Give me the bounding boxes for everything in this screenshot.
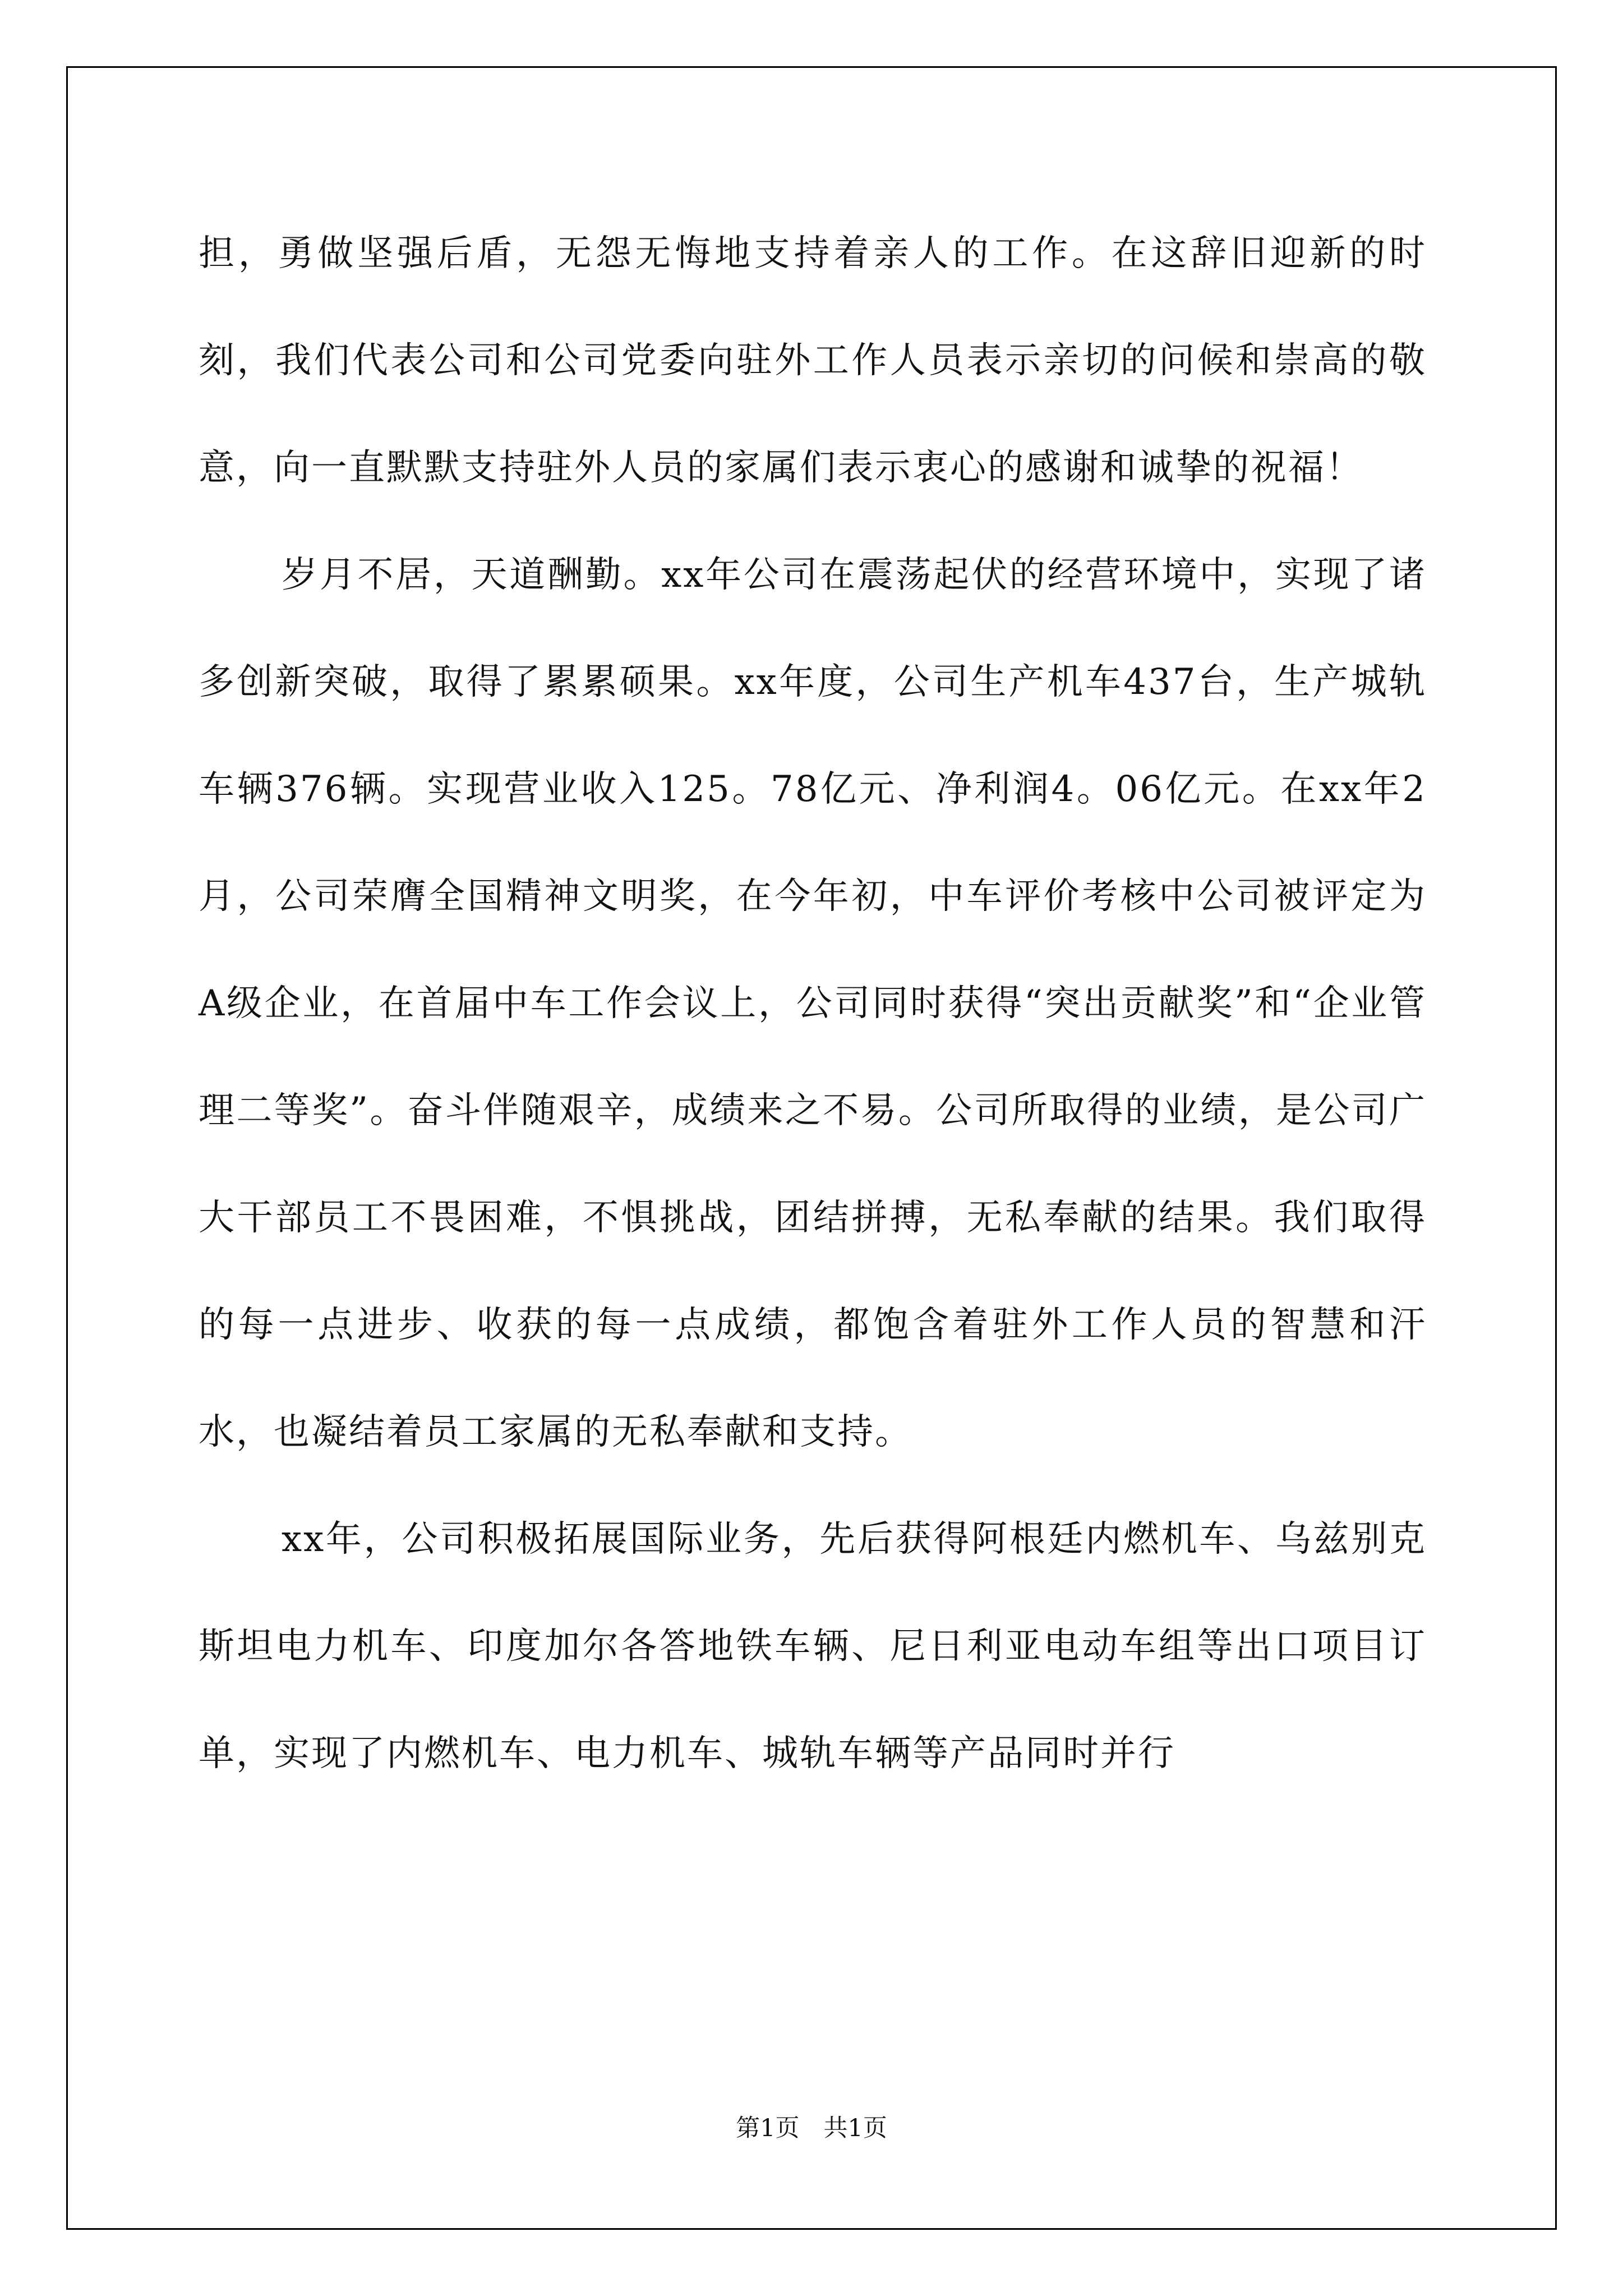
document-body bbox=[199, 200, 1427, 1807]
paragraph-2: 岁月不居，天道酬勤。xx年公司在震荡起伏的经营环境中，实现了诸多创新突破，取得了累累硕果。xx年度，公司生产机车437台，生产城轨车辆376辆。实现营业收入125。78亿元、净利润4。06亿元。在xx年2月，公司荣膺全国精神文明奖，在今年初，中车评价考核中公司被评定为A级企业，在首届中车工作会议上，公司同时获得“突出贡献奖”和“企业管理二等奖”。奋斗伴随艰辛，成绩来之不易。公司所取得的业绩，是公司广大干部员工不畏困难，不惧挑战，团结拼搏，无私奉献的结果。我们取得的每一点进步、收获的每一点成绩，都饱含着驻外工作人员的智慧和汗水，也凝结着员工家属的无私奉献和支持。 bbox=[199, 554, 1427, 1453]
paragraph-1: 担，勇做坚强后盾，无怨无悔地支持着亲人的工作。在这辞旧迎新的时刻，我们代表公司和公司党委向驻外工作人员表示亲切的问候和崇高的敬意，向一直默默支持驻外人员的家属们表示衷心的感谢和诚挚的祝福！ bbox=[199, 233, 1427, 489]
paragraph-3: xx年，公司积极拓展国际业务，先后获得阿根廷内燃机车、乌兹别克斯坦电力机车、印度加尔各答地铁车辆、尼日利亚电动车组等出口项目订单，实现了内燃机车、电力机车、城轨车辆等产品同时并行 bbox=[199, 1519, 1427, 1774]
page-number: 第1页 共1页 bbox=[736, 2114, 887, 2142]
